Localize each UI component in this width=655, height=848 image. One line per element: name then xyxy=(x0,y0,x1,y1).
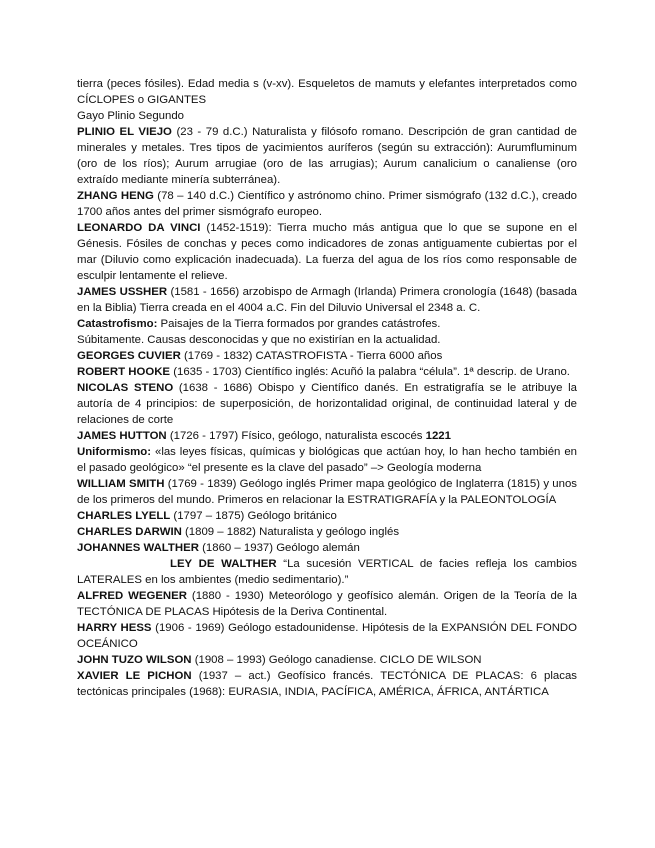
paragraph: JAMES USSHER (1581 - 1656) arzobispo de Armagh (Irlanda) Primera cronología (1648) (basada en la Biblia) Tierra creada en el 4004 a.C. Fin del Diluvio Universal el 2348 a. C. xyxy=(77,286,577,314)
paragraph: PLINIO EL VIEJO (23 - 79 d.C.) Naturalista y filósofo romano. Descripción de gran cantidad de minerales y metales. Tres tipos de yacimientos auríferos (según su extracción): Aurumfluminum (oro de los ríos); Aurum arrugiae (oro de las arrugias); Aurum canalicium o canaliense (oro extraído mediante minería subterránea). xyxy=(77,126,577,186)
paragraph: LEY DE WALTHER “La sucesión VERTICAL de facies refleja los cambios LATERALES en los ambientes (medio sedimentario).” xyxy=(77,558,577,586)
paragraph: ZHANG HENG (78 – 140 d.C.) Científico y astrónomo chino. Primer sismógrafo (132 d.C.), creado 1700 años antes del primer sismógrafo europeo. xyxy=(77,190,577,218)
paragraph: Uniformismo: «las leyes físicas, químicas y biológicas que actúan hoy, lo han hecho también en el pasado geológico» “el presente es la clave del pasado” –> Geología moderna xyxy=(77,446,577,474)
paragraph: tierra (peces fósiles). Edad media s (v-xv). Esqueletos de mamuts y elefantes interpretados como CÍCLOPES o GIGANTES xyxy=(77,78,577,106)
paragraph: ALFRED WEGENER (1880 - 1930) Meteorólogo y geofísico alemán. Origen de la Teoría de la TECTÓNICA DE PLACAS Hipótesis de la Deriva Continental. xyxy=(77,590,577,618)
paragraph: Catastrofismo: Paisajes de la Tierra formados por grandes catástrofes. xyxy=(77,318,441,330)
paragraph: CHARLES LYELL (1797 – 1875) Geólogo británico xyxy=(77,510,337,522)
paragraph: Súbitamente. Causas desconocidas y que no existirían en la actualidad. xyxy=(77,334,441,346)
paragraph: Gayo Plinio Segundo xyxy=(77,110,185,122)
paragraph: XAVIER LE PICHON (1937 – act.) Geofísico francés. TECTÓNICA DE PLACAS: 6 placas tectónicas principales (1968): EURASIA, INDIA, PACÍFICA, AMÉRICA, ÁFRICA, ANTÁRTICA xyxy=(77,670,577,698)
paragraph: ROBERT HOOKE (1635 - 1703) Científico inglés: Acuñó la palabra “célula”. 1ª descrip. de Urano. xyxy=(77,366,570,378)
paragraph: JAMES HUTTON (1726 - 1797) Físico, geólogo, naturalista escocés 1221 xyxy=(77,430,451,442)
paragraph: WILLIAM SMITH (1769 - 1839) Geólogo inglés Primer mapa geológico de Inglaterra (1815) y unos de los primeros del mundo. Primeros en relacionar la ESTRATIGRAFÍA y la PALEONTOLOGÍA xyxy=(77,478,577,506)
document-page xyxy=(77,76,577,700)
paragraph: JOHN TUZO WILSON (1908 – 1993) Geólogo canadiense. CICLO DE WILSON xyxy=(77,654,482,666)
paragraph: LEONARDO DA VINCI (1452-1519): Tierra mucho más antigua que lo que se supone en el Génesis. Fósiles de conchas y peces como indicadores de zonas antiguamente cubiertas por el mar (Diluvio como explicación inadecuada). La fuerza del agua de los ríos como responsable de esculpir lentamente el relieve. xyxy=(77,222,577,282)
paragraph: JOHANNES WALTHER (1860 – 1937) Geólogo alemán xyxy=(77,542,360,554)
paragraph: NICOLAS STENO (1638 - 1686) Obispo y Científico danés. En estratigrafía se le atribuye la autoría de 4 principios: de superposición, de horizontalidad original, de continuidad lateral y de relaciones de corte xyxy=(77,382,577,426)
paragraph: GEORGES CUVIER (1769 - 1832) CATASTROFISTA - Tierra 6000 años xyxy=(77,350,443,362)
paragraph: HARRY HESS (1906 - 1969) Geólogo estadounidense. Hipótesis de la EXPANSIÓN DEL FONDO OCEÁNICO xyxy=(77,622,578,650)
paragraph: CHARLES DARWIN (1809 – 1882) Naturalista y geólogo inglés xyxy=(77,526,400,538)
